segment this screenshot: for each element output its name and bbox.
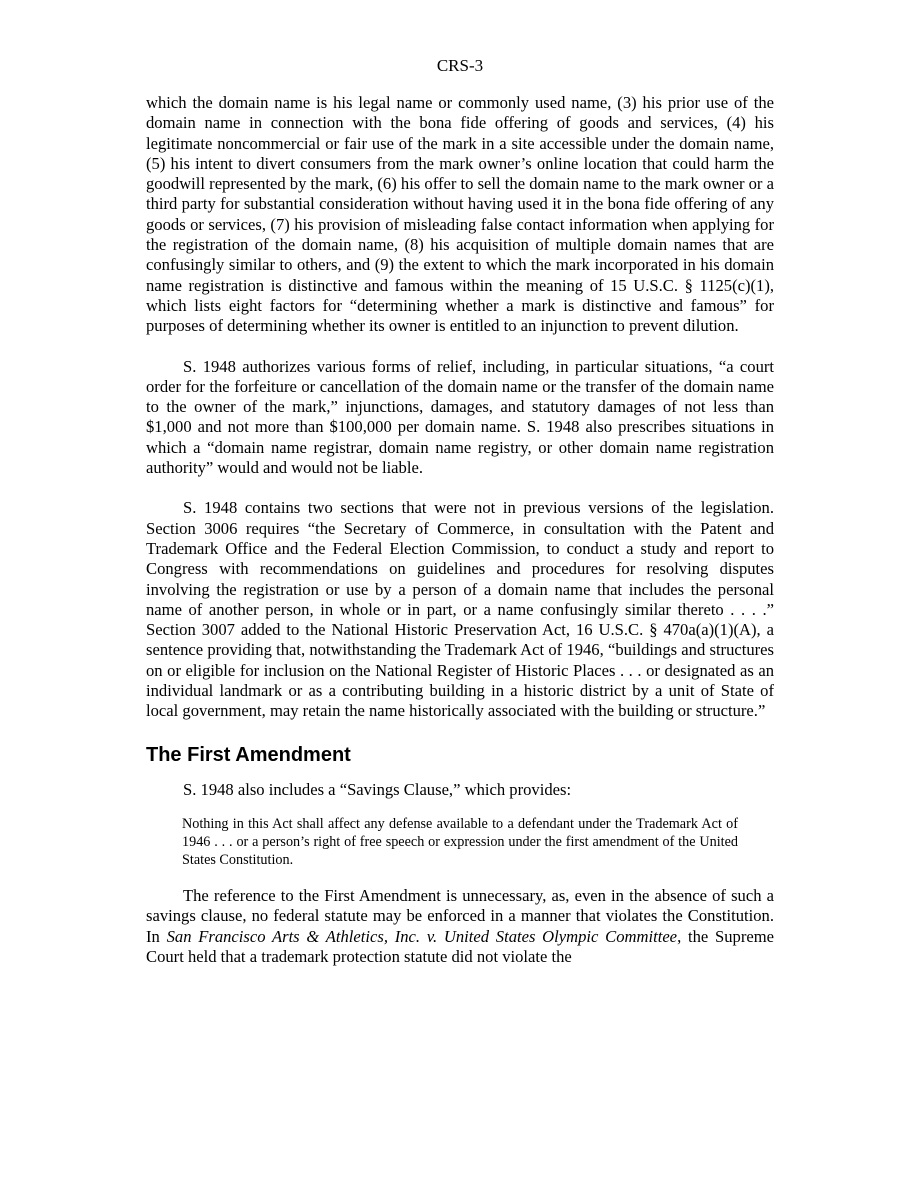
paragraph-text-part-1: The reference to the First Amendment is unnecessary, as, even in the absence of such a savings clause, no federal statute may be enforced in a manner that violates the Constitution. In <box>146 885 774 946</box>
paragraph-domain-factors: which the domain name is his legal name or commonly used name, (3) his prior use of the domain name in connection with the bona fide offering of goods and services, (4) his legitimate noncommercial or fair use of the mark in a site accessible under the domain name, (5) his intent to divert consumers from the mark owner’s online location that could harm the goodwill represented by the mark, (6) his offer to sell the domain name to the mark owner or a third party for substantial consideration without having used it in the bona fide offering of any goods or services, (7) his provision of misleading false contact information when applying for the registration of the domain name, (8) his acquisition of multiple domain names that are confusingly similar to others, and (9) the extent to which the mark incorporated in his domain name registration is distinctive and famous within the meaning of 15 U.S.C. § 1125(c)(1), which lists eight factors for “determining whether a mark is distinctive and famous” for purposes of determining whether its owner is entitled to an injunction to prevent dilution. <box>146 93 774 336</box>
case-name: San Francisco Arts & Athletics, Inc. v. United States Olympic Committee <box>166 926 678 946</box>
page-number-header: CRS-3 <box>436 56 484 75</box>
savings-clause-quote: Nothing in this Act shall affect any defense available to a defendant under the Trademark Act of 1946 . . . or a person’s right of free speech or expression under the first amendment of the United States Constitution. <box>182 815 738 868</box>
paragraph-first-amendment <box>146 886 774 967</box>
paragraph-text-part-2: , the Supreme Court held that a trademark protection statute did not violate the <box>146 926 774 966</box>
paragraph-savings-clause-intro: S. 1948 also includes a “Savings Clause,” which provides: <box>183 779 572 799</box>
paragraph-new-sections: S. 1948 contains two sections that were not in previous versions of the legislation. Section 3006 requires “the Secretary of Commerce, in consultation with the Patent and Trademark Office and the Federal Election Commission, to conduct a study and report to Congress with recommendations on guidelines and procedures for resolving disputes involving the registration or use by a person of a domain name that includes the personal name of another person, in whole or in part, or a name confusingly similar thereto . . . .” Section 3007 added to the National Historic Preservation Act, 16 U.S.C. § 470a(a)(1)(A), a sentence providing that, notwithstanding the Trademark Act of 1946, “buildings and structures on or eligible for inclusion on the National Register of Historic Places . . . or designated as an individual landmark or as a contributing building in a historic district by a unit of State of local government, may retain the name historically associated with the building or structure.” <box>146 498 774 721</box>
document-body <box>146 93 774 967</box>
section-heading: The First Amendment <box>146 743 351 766</box>
paragraph-relief: S. 1948 authorizes various forms of relief, including, in particular situations, “a court order for the forfeiture or cancellation of the domain name or the transfer of the domain name to the owner of the mark,” injunctions, damages, and statutory damages of not less than $1,000 and not more than $100,000 per domain name. S. 1948 also prescribes situations in which a “domain name registrar, domain name registry, or other domain name registration authority” would and would not be liable. <box>146 356 774 478</box>
